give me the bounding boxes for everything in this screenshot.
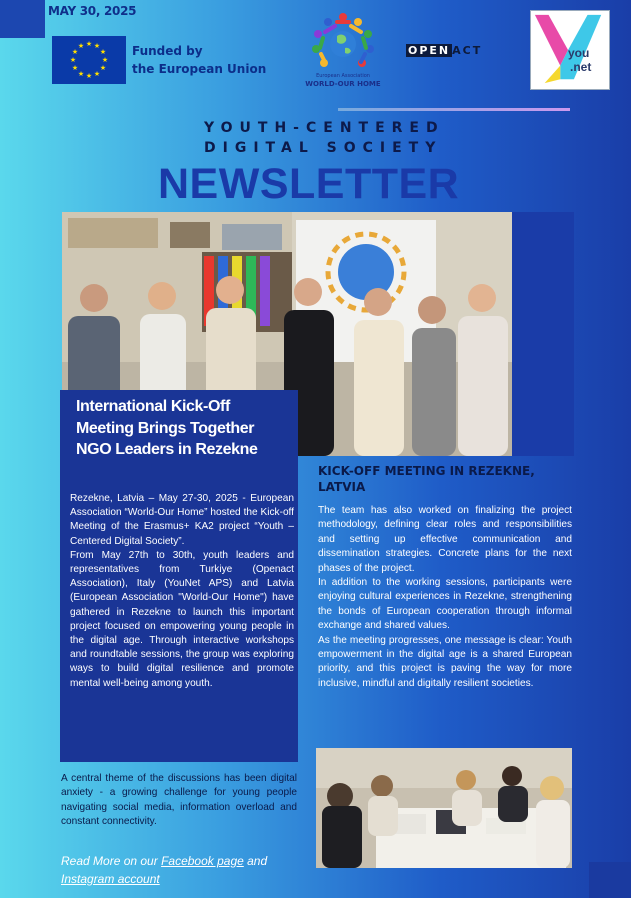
kickoff-paragraph-1: The team has also worked on finalizing the project methodology, defining clear roles and responsibilities and setting up effective communication and dissemination strategies. Concrete plans for the next phases of the project.: [318, 505, 572, 574]
theme-paragraph: A central theme of the discussions has been digital anxiety - a growing challenge for young people navigating social media, information overload and constant connectivity.: [61, 773, 297, 828]
eu-funding-label: [132, 42, 266, 78]
eu-line-2: the European Union: [132, 62, 267, 76]
project-subtitle: [204, 118, 445, 158]
svg-text:★: ★: [99, 48, 107, 56]
read-more-prefix: Read More on our: [61, 854, 162, 868]
svg-text:★: ★: [71, 64, 79, 72]
openact-logo: [406, 44, 482, 58]
kickoff-paragraph-2: In addition to the working sessions, participants were enjoying cultural experiences in Rezekne, strengthening the bonds of European cooperation through informal exchange and shared values.: [318, 577, 572, 632]
younet-word-you: you: [568, 46, 590, 60]
kickoff-body: [318, 504, 572, 691]
kickoff-paragraph-3: As the meeting progresses, one message is clear: Youth empowerment in the digital age is a shared European priority, and this project is paving the way for more inclusive, mindful and digitally resilient societies.: [318, 634, 572, 689]
workshop-photo: [316, 748, 572, 868]
openact-open: OPEN: [408, 44, 451, 57]
issue-date: MAY 30, 2025: [48, 4, 137, 18]
article-headline: International Kick-Off Meeting Brings Together NGO Leaders in Rezekne: [76, 398, 258, 458]
divider-line: [338, 108, 570, 111]
openact-act: ACT: [452, 44, 483, 57]
wh-caption-small: European Association: [316, 73, 370, 79]
read-more-and: and: [243, 854, 268, 868]
svg-text:★: ★: [93, 42, 101, 50]
svg-text:★: ★: [77, 70, 85, 78]
eu-line-1: Funded by: [132, 44, 203, 58]
instagram-link[interactable]: Instagram account: [61, 872, 160, 886]
svg-text:★: ★: [69, 56, 77, 64]
wh-caption-big: WORLD-OUR HOME: [305, 80, 381, 88]
svg-text:★: ★: [93, 70, 101, 78]
svg-text:★: ★: [77, 42, 85, 50]
svg-text:★: ★: [71, 48, 79, 56]
svg-text:★: ★: [99, 64, 107, 72]
subtitle-line-2: DIGITAL SOCIETY: [204, 140, 443, 156]
photo-side-panel: [512, 212, 574, 456]
article-paragraph-2: From May 27th to 30th, youth leaders and representatives from Turkiye (Openact Association), Italy (YouNet APS) and Latvia (European Association "World-Our Home") have gathered in Rezekne to launch this important project focused on empowering young people in the digital age. Through interactive workshops and roundtable sessions, the group was exploring ways to build digital resilience and promote mental well-being among youth.: [70, 549, 294, 689]
read-more: [61, 852, 301, 888]
younet-word-net: .net: [570, 60, 592, 74]
newsletter-title: NEWSLETTER: [158, 160, 460, 208]
subtitle-line-1: YOUTH-CENTERED: [204, 120, 445, 136]
corner-decoration: [589, 862, 631, 898]
svg-text:★: ★: [85, 72, 93, 80]
article-paragraph-1: Rezekne, Latvia – May 27-30, 2025 - European Association “World-Our Home” hosted the Kick-off Meeting of the Erasmus+ KA2 project “Youth – Centered Digital Society”.: [70, 493, 294, 547]
article-body: [70, 492, 294, 691]
kickoff-title: KICK-OFF MEETING IN REZEKNE, LATVIA: [318, 464, 535, 494]
facebook-link[interactable]: Facebook page: [161, 854, 244, 868]
svg-text:★: ★: [101, 56, 109, 64]
svg-text:★: ★: [85, 40, 93, 48]
eu-flag-icon: [52, 36, 126, 84]
corner-decoration: [0, 0, 45, 38]
